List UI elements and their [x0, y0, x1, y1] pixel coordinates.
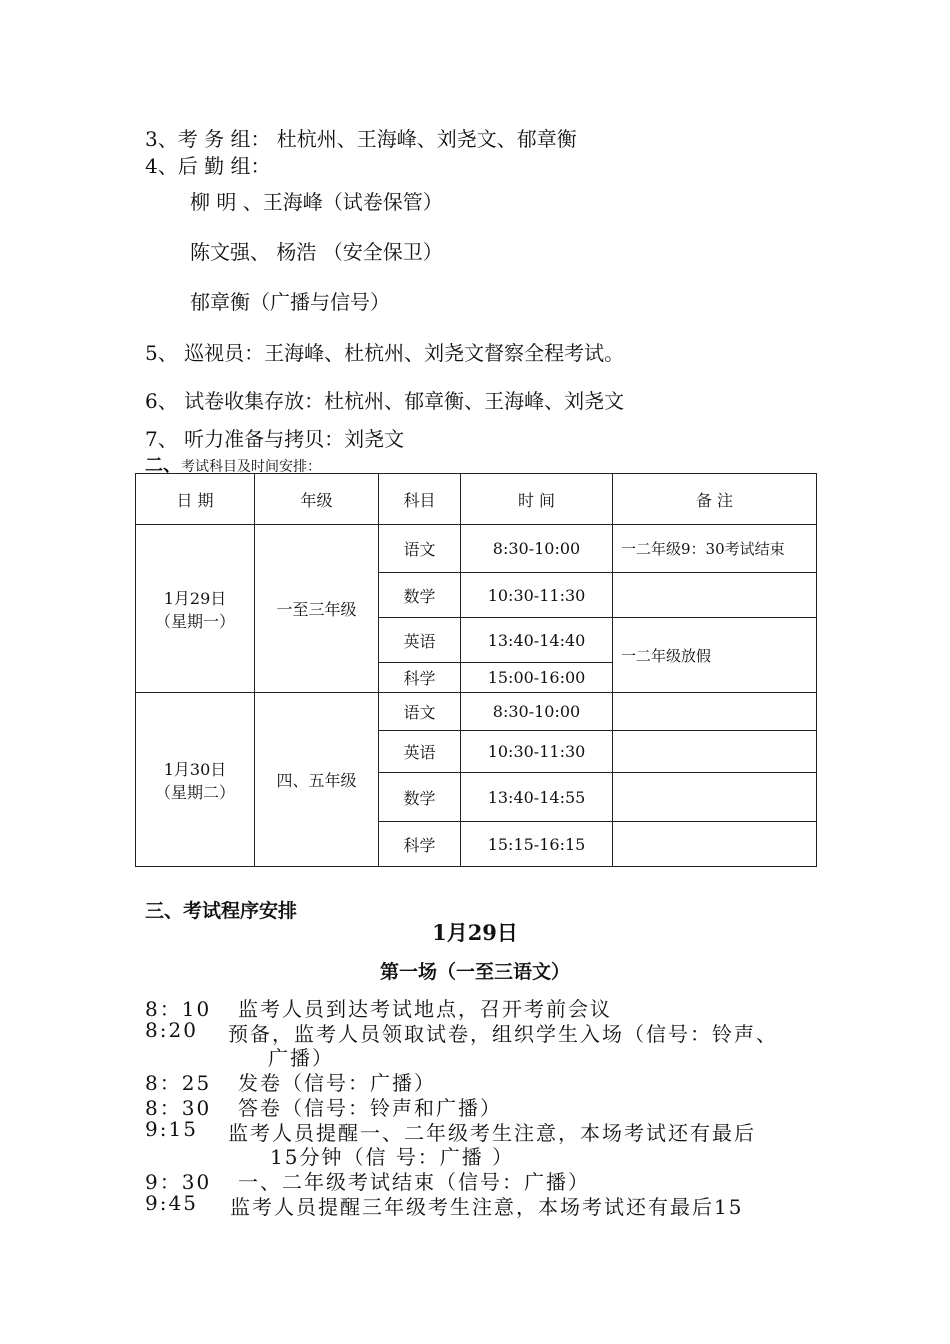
subject-cell: 语文: [379, 693, 461, 731]
subject-cell: 英语: [379, 618, 461, 663]
subject-cell: 科学: [379, 663, 461, 693]
group-item-7: 7、 听力准备与拷贝：刘尧文: [145, 427, 405, 451]
table-header-row: [136, 474, 817, 525]
program-text: 15分钟（信 号：广播 ）: [270, 1145, 515, 1169]
time-cell: 10:30-11:30: [461, 573, 613, 618]
section-3-title: 三、考试程序安排: [145, 900, 298, 922]
time-cell: 8:30-10:00: [461, 693, 613, 731]
header-subject: 科目: [379, 474, 461, 525]
program-text: 预备，监考人员领取试卷，组织学生入场（信号：铃声、: [228, 1022, 778, 1046]
weekday-day1: （星期一）: [154, 611, 235, 631]
grade-cell-day1: 一至三年级: [255, 525, 379, 693]
program-time: 8：30: [145, 1096, 212, 1120]
header-time: 时 间: [461, 474, 613, 525]
group-item-4: 4、后 勤 组：: [145, 154, 271, 178]
program-text: 广播）: [268, 1046, 334, 1070]
program-time: 8：10: [145, 997, 212, 1021]
time-cell: 8:30-10:00: [461, 525, 613, 573]
time-cell: 13:40-14:55: [461, 773, 613, 822]
date-day1: 1月29日: [163, 588, 227, 608]
header-grade: 年级: [255, 474, 379, 525]
program-time: 9：30: [145, 1170, 212, 1194]
time-cell: 13:40-14:40: [461, 618, 613, 663]
note-cell: 一二年级放假: [613, 618, 817, 693]
subject-cell: 语文: [379, 525, 461, 573]
program-text: 监考人员提醒三年级考生注意，本场考试还有最后15: [230, 1195, 744, 1219]
program-text: 一、二年级考试结束（信号：广播）: [238, 1170, 590, 1194]
note-cell: [613, 693, 817, 731]
subject-cell: 科学: [379, 822, 461, 867]
date-cell-day2: [136, 693, 255, 867]
exam-schedule-table: [135, 473, 817, 867]
group-item-3: 3、考 务 组： 杜杭州、王海峰、刘尧文、郁章衡: [145, 127, 577, 151]
program-text: 监考人员提醒一、二年级考生注意，本场考试还有最后: [228, 1121, 756, 1145]
logistics-line-2: 陈文强、 杨浩 （安全保卫）: [190, 240, 443, 264]
header-note: 备 注: [613, 474, 817, 525]
program-date: 1月29日: [432, 920, 518, 945]
subject-cell: 英语: [379, 731, 461, 773]
program-time: 9:45: [145, 1191, 198, 1215]
group-item-6: 6、 试卷收集存放：杜杭州、郁章衡、王海峰、刘尧文: [145, 389, 625, 413]
group-item-5: 5、 巡视员：王海峰、杜杭州、刘尧文督察全程考试。: [145, 341, 625, 365]
note-cell: 一二年级9：30考试结束: [613, 525, 817, 573]
date-cell-day1: [136, 525, 255, 693]
note-cell: [613, 573, 817, 618]
program-time: 9:15: [145, 1117, 198, 1141]
note-cell: [613, 731, 817, 773]
section-2-title: 考试科目及时间安排：: [181, 459, 321, 475]
note-cell: [613, 822, 817, 867]
time-cell: 15:15-16:15: [461, 822, 613, 867]
logistics-line-1: 柳 明 、王海峰（试卷保管）: [190, 190, 443, 214]
table-row: [136, 525, 817, 573]
table-row: [136, 693, 817, 731]
weekday-day2: （星期二）: [154, 782, 235, 802]
subject-cell: 数学: [379, 573, 461, 618]
logistics-line-3: 郁章衡（广播与信号）: [190, 290, 390, 314]
program-text: 发卷（信号：广播）: [238, 1071, 436, 1095]
header-date: 日 期: [136, 474, 255, 525]
time-cell: 15:00-16:00: [461, 663, 613, 693]
subject-cell: 数学: [379, 773, 461, 822]
program-time: 8：25: [145, 1071, 212, 1095]
note-cell: [613, 773, 817, 822]
session-title: 第一场（一至三语文）: [379, 961, 570, 983]
date-day2: 1月30日: [163, 759, 227, 779]
time-cell: 10:30-11:30: [461, 731, 613, 773]
program-text: 答卷（信号：铃声和广播）: [238, 1096, 502, 1120]
section-2-number: 二、: [145, 455, 181, 476]
grade-cell-day2: 四、五年级: [255, 693, 379, 867]
program-time: 8:20: [145, 1018, 198, 1042]
program-text: 监考人员到达考试地点，召开考前会议: [238, 997, 612, 1021]
